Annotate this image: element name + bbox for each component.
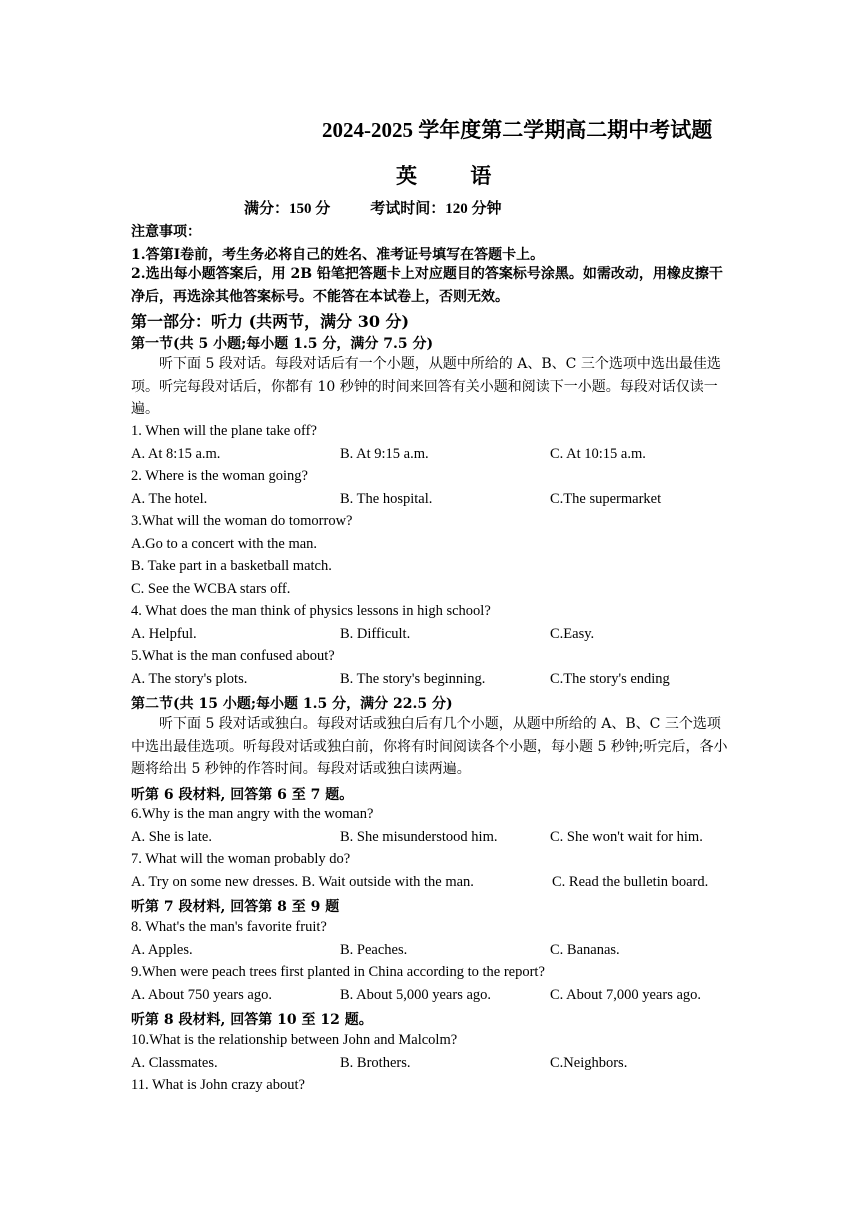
question-1: 1. When will the plane take off? [131,423,317,439]
subject-title: 英 语 [396,164,516,188]
q4-option-c: C.Easy. [550,626,595,642]
q5-option-c: C.The story's ending [550,671,670,687]
q7-option-c: C. Read the bulletin board. [552,874,709,890]
q4-option-a: A. Helpful. [131,626,197,642]
q8-option-c: C. Bananas. [550,942,620,958]
q1-option-b: B. At 9:15 a.m. [340,446,429,462]
q3-option-b: B. Take part in a basketball match. [131,558,332,574]
q10-option-a: A. Classmates. [131,1055,218,1071]
notes-item-2: 2.选出每小题答案后，用 2B 铅笔把答题卡上对应题目的答案标号涂黑。如需改动，用橡皮擦干净后，再选涂其他答案标号。不能答在本试卷上，否则无效。 [131,266,723,305]
q5-option-b: B. The story's beginning. [340,671,486,687]
section2-instructions: 听下面 5 段对话或独白。每段对话或独白后有几个小题，从题中所给的 A、B、C 三个选项中选出最佳选项。听每段对话或独白前，你将有时间阅读各个小题，每小题 5 秒钟;听完后，各小题将给出 5 秒钟的作答时间。每段对话或独白读两遍。 [131,716,728,777]
question-8: 8. What's the man's favorite fruit? [131,919,327,935]
q3-option-a: A.Go to a concert with the man. [131,536,318,552]
notes-heading: 注意事项： [131,224,201,240]
q9-option-b: B. About 5,000 years ago. [340,987,492,1003]
q10-option-c: C.Neighbors. [550,1055,628,1071]
q6-option-c: C. She won't wait for him. [550,829,703,845]
q9-option-c: C. About 7,000 years ago. [550,987,702,1003]
question-6: 6.Why is the man angry with the woman? [131,806,374,822]
question-2: 2. Where is the woman going? [131,468,308,484]
q1-option-a: A. At 8:15 a.m. [131,446,221,462]
question-7: 7. What will the woman probably do? [131,851,351,867]
q5-option-a: A. The story's plots. [131,671,248,687]
exam-time: 考试时间：120 分钟 [370,201,502,217]
q6-option-a: A. She is late. [131,829,212,845]
notes-item-1: 1.答第Ⅰ卷前，考生务必将自己的姓名、准考证号填写在答题卡上。 [131,247,545,263]
q2-option-a: A. The hotel. [131,491,208,507]
section1-instructions: 听下面 5 段对话。每段对话后有一个小题，从题中所给的 A、B、C 三个选项中选出最佳选项。听完每段对话后，你都有 10 秒钟的时间来回答有关小题和阅读下一小题。每段对话仅读一遍。 [131,356,721,417]
material-7-heading: 听第 7 段材料, 回答第 8 至 9 题 [131,899,340,915]
question-5: 5.What is the man confused about? [131,648,335,664]
material-8-heading: 听第 8 段材料, 回答第 10 至 12 题。 [131,1012,373,1028]
question-4: 4. What does the man think of physics lessons in high school? [131,603,491,619]
q2-option-b: B. The hospital. [340,491,433,507]
q3-option-c: C. See the WCBA stars off. [131,581,291,597]
part1-heading: 第一部分：听力 (共两节，满分 30 分) [131,312,410,331]
q10-option-b: B. Brothers. [340,1055,411,1071]
q7-option-ab: A. Try on some new dresses. B. Wait outside with the man. [131,874,474,890]
q2-option-c: C.The supermarket [550,491,662,507]
question-3: 3.What will the woman do tomorrow? [131,513,353,529]
question-10: 10.What is the relationship between John and Malcolm? [131,1032,458,1048]
q9-option-a: A. About 750 years ago. [131,987,272,1003]
q6-option-b: B. She misunderstood him. [340,829,498,845]
question-9: 9.When were peach trees first planted in China according to the report? [131,964,545,980]
score-info [244,197,542,218]
exam-title: 2024-2025 学年度第二学期高二期中考试题 [322,118,713,142]
full-score: 满分：150 分 [244,201,331,217]
material-6-heading: 听第 6 段材料, 回答第 6 至 7 题。 [131,787,354,803]
q4-option-b: B. Difficult. [340,626,411,642]
section1-heading: 第一节(共 5 小题;每小题 1.5 分，满分 7.5 分) [131,336,434,352]
question-11: 11. What is John crazy about? [131,1077,305,1093]
q1-option-c: C. At 10:15 a.m. [550,446,646,462]
q8-option-a: A. Apples. [131,942,193,958]
section2-heading: 第二节(共 15 小题;每小题 1.5 分，满分 22.5 分) [131,696,453,712]
q8-option-b: B. Peaches. [340,942,408,958]
